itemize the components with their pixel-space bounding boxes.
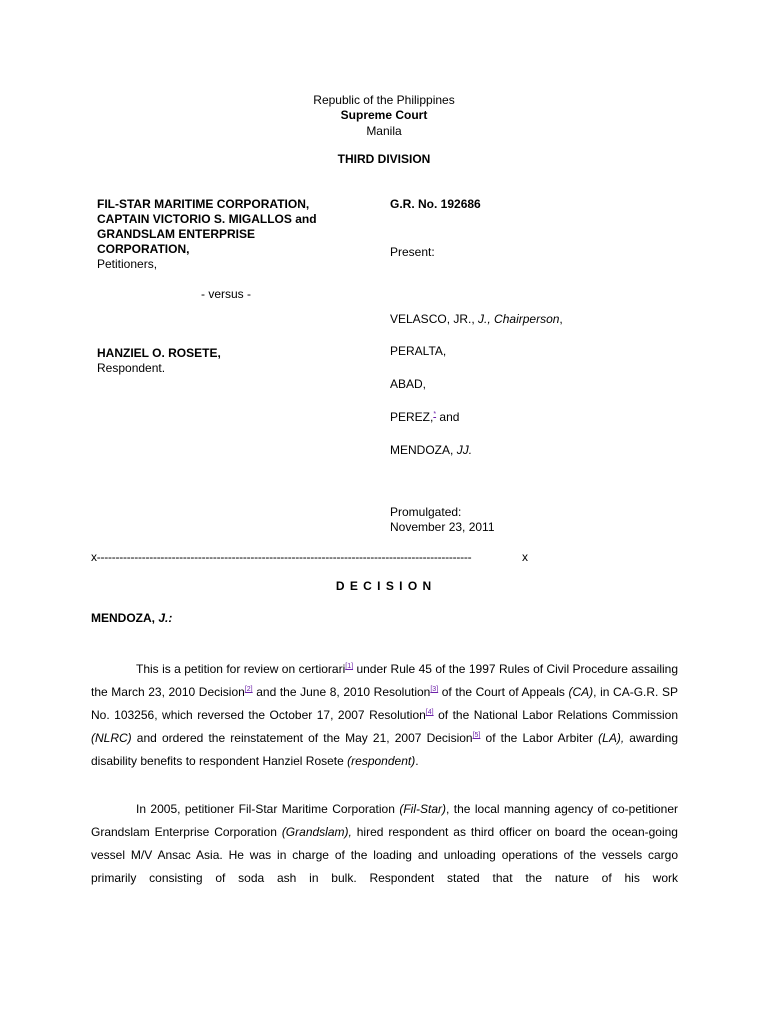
decision-title: D E C I S I O N xyxy=(335,579,433,593)
footnote-link[interactable]: * xyxy=(433,411,437,418)
footnote-link[interactable]: [1] xyxy=(345,663,354,670)
separator-dashes: ---------------------------------------------------------------------------------------------------- xyxy=(96,550,472,564)
promulgated-label: Promulgated: xyxy=(390,505,462,519)
ponente-name: MENDOZA, xyxy=(91,611,155,625)
justice-velasco xyxy=(390,312,563,326)
paragraph-2 xyxy=(91,798,678,890)
justice-peralta: PERALTA, xyxy=(390,344,447,358)
text-run: In 2005, petitioner Fil-Star Maritime Corporation xyxy=(136,802,400,816)
justice-abad: ABAD, xyxy=(390,377,427,391)
ponente-title: J.: xyxy=(158,611,173,625)
justice-title: J., Chairperson xyxy=(478,312,560,326)
text-run: and the June 8, 2010 Resolution xyxy=(252,685,431,699)
petitioners-label: Petitioners, xyxy=(97,257,158,271)
text-run: , in CA-G.R. SP No. 103256, which reversed the October 17, 2007 Resolution xyxy=(91,685,678,722)
promulgated-date: November 23, 2011 xyxy=(390,520,495,534)
petitioner-line: CORPORATION, xyxy=(97,242,190,256)
text-run: This is a petition for review on certiorari xyxy=(136,662,346,676)
justice-name: PEREZ, xyxy=(390,410,434,424)
text-run: of the National Labor Relations Commission xyxy=(433,708,678,722)
text-run: (respondent) xyxy=(347,754,416,768)
petitioner-line: GRANDSLAM ENTERPRISE xyxy=(97,227,256,241)
respondent-block xyxy=(97,346,221,376)
justice-and: and xyxy=(436,410,460,424)
petitioner-line: FIL-STAR MARITIME CORPORATION, xyxy=(97,197,310,211)
text-run: hired respondent as third officer on board the ocean-going vessel M/V Ansac Asia. He was in charge of the loading and unloading operations of the vessels cargo primarily consisting of soda ash in bulk. Respondent stated that the nature of his work xyxy=(91,825,678,885)
promulgated-block xyxy=(390,505,495,535)
court-city: Manila xyxy=(366,124,402,138)
separator-left: x xyxy=(91,550,97,564)
court-name: Supreme Court xyxy=(340,108,428,122)
text-run: and ordered the reinstatement of the May 21, 2007 Decision xyxy=(131,731,473,745)
text-run: under Rule 45 of the 1997 Rules of Civil Procedure assailing the March 23, 2010 Decision xyxy=(91,662,679,699)
petitioner-line: CAPTAIN VICTORIO S. MIGALLOS and xyxy=(97,212,317,226)
division-title: THIRD DIVISION xyxy=(337,152,431,166)
text-run: (LA), xyxy=(598,731,625,745)
gr-number: G.R. No. 192686 xyxy=(390,197,481,211)
separator-right: x xyxy=(522,550,528,564)
text-run: (Fil-Star) xyxy=(399,802,446,816)
text-run: of the Court of Appeals xyxy=(438,685,569,699)
respondent-name: HANZIEL O. ROSETE, xyxy=(97,346,221,360)
text-run: (NLRC) xyxy=(91,731,132,745)
justice-mendoza xyxy=(390,443,472,457)
justice-title: JJ. xyxy=(456,443,473,457)
footnote-link[interactable]: [2] xyxy=(244,686,253,693)
justice-comma: , xyxy=(559,312,563,326)
justice-name: VELASCO, JR., xyxy=(390,312,475,326)
footnote-link[interactable]: [5] xyxy=(472,732,481,739)
text-run: , the local manning agency of co-petitioner Grandslam Enterprise Corporation xyxy=(91,802,679,839)
versus-label: - versus - xyxy=(201,287,252,301)
text-run: . xyxy=(415,754,419,768)
separator-line xyxy=(91,550,531,564)
paragraph-1 xyxy=(91,658,678,773)
respondent-label: Respondent. xyxy=(97,361,166,375)
present-label: Present: xyxy=(390,245,435,259)
republic-line: Republic of the Philippines xyxy=(313,93,455,107)
footnote-link[interactable]: [3] xyxy=(430,686,439,693)
footnote-link[interactable]: [4] xyxy=(425,709,434,716)
text-run: (CA) xyxy=(568,685,594,699)
justice-perez xyxy=(390,410,459,424)
justice-name: MENDOZA, xyxy=(390,443,454,457)
text-run: awarding disability benefits to respondent Hanziel Rosete xyxy=(91,731,679,768)
text-run: of the Labor Arbiter xyxy=(480,731,599,745)
petitioners-block xyxy=(97,197,317,272)
ponente xyxy=(91,611,172,625)
text-run: (Grandslam), xyxy=(281,825,352,839)
